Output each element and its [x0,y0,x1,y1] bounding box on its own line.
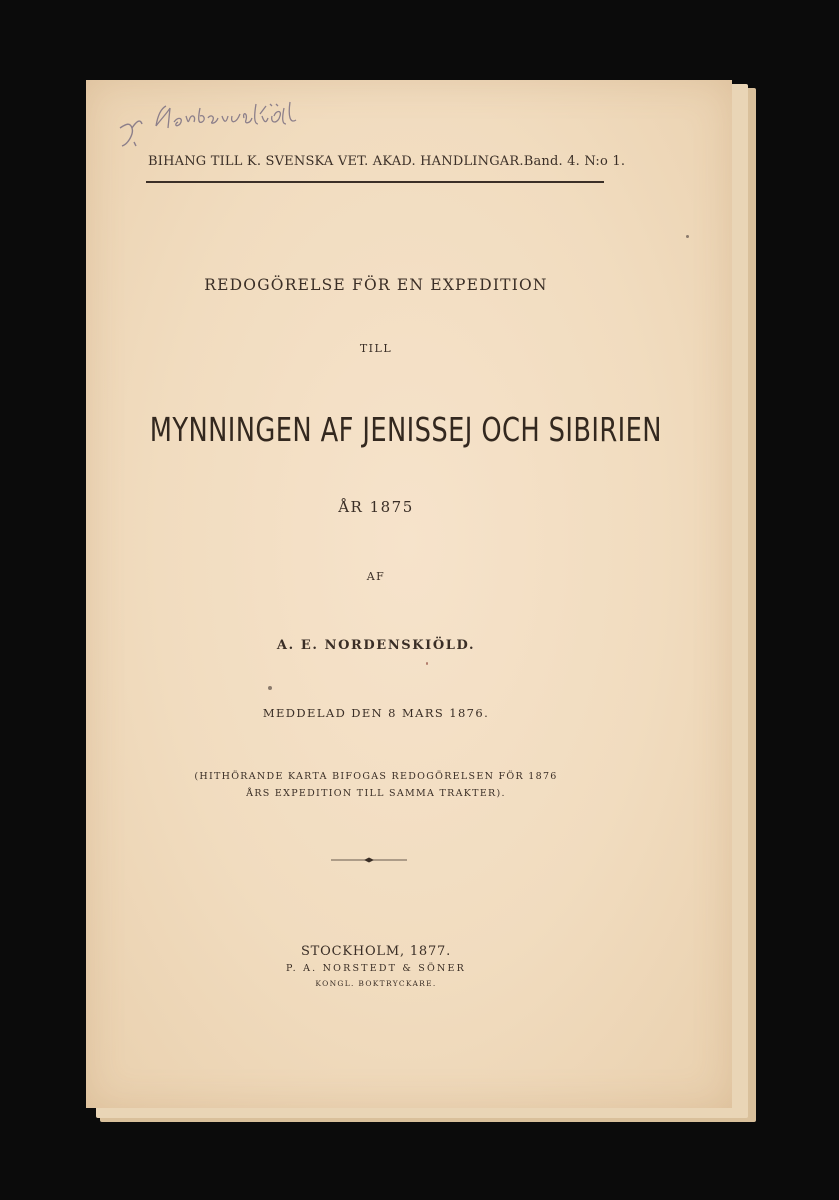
author: A. E. NORDENSKIÖLD. [276,638,476,653]
imprint-printer: P. A. NORSTEDT & SÖNER [286,963,466,974]
paper-speck [268,686,272,690]
series-volume-number: Band. 4. N:o 1. [523,154,626,169]
report-heading: REDOGÖRELSE FÖR EN EXPEDITION [204,276,548,294]
imprint-printer-title: KONGL. BOKTRYCKARE. [315,979,437,988]
paper-speck [686,235,689,238]
main-title: MYNNINGEN AF JENISSEJ OCH SIBIRIEN [149,410,662,449]
series-header [148,154,626,169]
note-line-2: ÅRS EXPEDITION TILL SAMMA TRAKTER). [246,788,506,799]
note-line-1: (HITHÖRANDE KARTA BIFOGAS REDOGÖRELSEN FÖR 1876 [194,771,558,782]
by-word: AF [366,570,386,583]
communicated-date: MEDDELAD DEN 8 MARS 1876. [262,706,490,720]
till-word: TILL [359,342,393,355]
handwritten-signature [112,94,342,150]
series-title: BIHANG TILL K. SVENSKA VET. AKAD. HANDLINGAR. [148,154,524,169]
imprint-place: STOCKHOLM, 1877. [300,944,452,959]
title-page [86,80,732,1108]
year: ÅR 1875 [338,498,414,516]
ornamental-rule [331,856,407,864]
paper-speck [426,662,428,665]
series-rule [146,181,604,183]
